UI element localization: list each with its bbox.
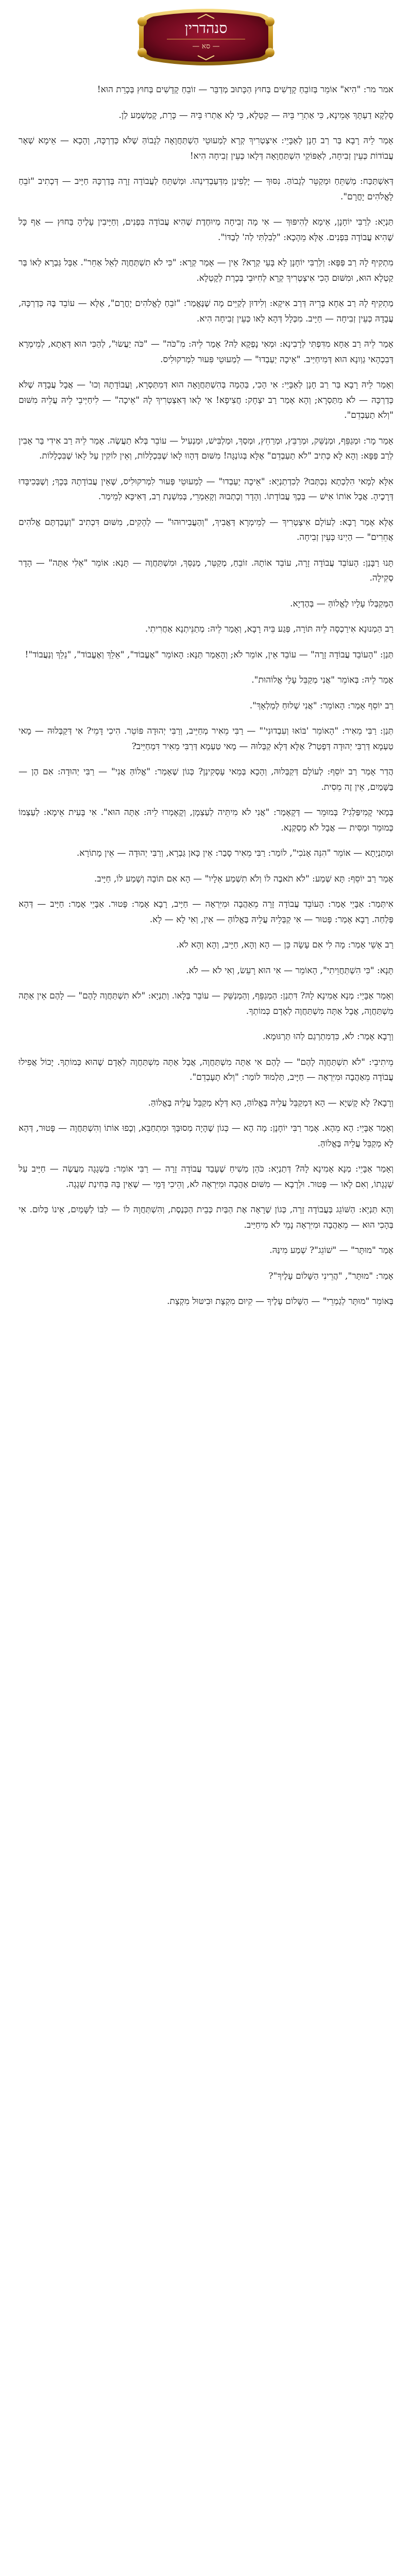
talmud-text (19, 82, 393, 1320)
text-paragraph: אָמַר לֵיהּ רָבָא בַּר רַב חָנָן לְאַבָּיֵי: אִיצְטְרִיךְ קְרָא לְמַעוּטֵי הַשְׁתַּחֲוָאָה לְגָבוֹהַּ שֶׁלֹּא כְּדַרְכָּהּ, וְהָכָא — אֵימָא שְׁאָר עֲבוֹדוֹת כְּעֵין זְבִיחָה, לְאַפּוֹקֵי הִשְׁתַּחֲוָאָה דְּלָאו כְּעֵין זְבִיחָה הִיא! (19, 135, 393, 161)
text-paragraph: אָמַר לֵיהּ רַב אַחָא מִדִּפְתִּי לְרָבִינָא: וּמְאִי נָפְקָא לַהּ? אָמַר לֵיהּ: מִ"כֹּה" — "כֹּה יַעֲשׂוּ", לְהַכִּי הוּא דְּאָתָא, לְמֵימְרָא דְּבִכְהָאי גַוְונָא הוּא דְּמִיחַיַּיב. "אֵיכָה יַעַבְדוּ" — לְמַעוּטֵי פִּעוּר לִמְרקוּלִיס. (19, 339, 393, 365)
text-paragraph: אָמַר מָר: וּמְגַפֵּף, וּמְנַשֵּׁק, וּמְרַבֵּץ, וּמְרַחֵץ, וּמְסַךְ, וּמַלְבִּישׁ, וּמַנְעִיל — עוֹבֵר בְּלֹא תַעֲשֶׂה. אָמַר לֵיהּ רַב אִידִי בַּר אָבִין לְרַב פַּפָּא: וְהָא לָא כְּתִיב "לֹא תַעַבְדֵם" אֶלָּא בְּגוֹנְגָּה! מִשּׁוּם דְּהָווּ לָאוֹ שֶׁבִּכְלָלוֹת, וְאֵין לוֹקִין עַל לָאוֹ שֶׁבִּכְלָלוֹת. (19, 435, 393, 461)
text-paragraph: מַתְקִיף לָהּ רַב אַחָא בְּרֵיהּ דְּרַב אִיקָא: וְלִידוּן לְקַיֵּים מָה שֶׁנֶּאֱמַר: "זֹבֵחַ לָאֱלֹהִים יָחֳרָם", אֶלָּא — עוֹבֵד בֶּהּ כְּדַרְכָּהּ, עֲבָדָהּ כְּעֵין זְבִיחָה — חַיָּיב. מִכְּלָל דְּהָא לָאו כְּעֵין זְבִיחָה הִיא. (19, 298, 393, 324)
text-paragraph: וְאָמַר אַבָּיֵי: הָא מֵהָא. אָמַר רַבִּי יוֹחָנָן: מָה הָא — כְּגוֹן שֶׁהָיָה מְסוּבָּךְ וּמִתְחַבֵּא, וְכָפוּ אוֹתוֹ וְהִשְׁתַּחֲוָה — פָּטוּר, דְּהָא לָא מְקַבֵּל עֲלֵיהּ בֶּאֱלוֹהַּ. (19, 1123, 393, 1149)
text-paragraph: הֲדַר אָמַר רַב יוֹסֵף: לְעוֹלָם דְּקַבְּלוּהּ, וְהָכָא בְּמֵאי עָסְקִינַן? כְּגוֹן שֶׁאָמַר: "אֱלוֹהַּ אֲנִי" — רַבִּי יְהוּדָה: אִם הֶן — בַּשָּׁמַיִם, אֵין זֶה מֵסִית. (19, 767, 393, 792)
text-paragraph: אֶלָּא אָמַר רָבָא: לְעוֹלָם אִיצְטְרִיךְ — לְמֵימְרָא דַּאֲבִיךְ, "וְהַעֲבִירוּהוּ" — לְהָקִים, מִשּׁוּם דִּכְתִיב "וְעָבַדְתֶּם אֱלֹהִים אֲחֵרִים" — הַיְינוּ כְּעֵין זְבִיחָה. (19, 517, 393, 543)
text-paragraph: אָמַר לֵיהּ: בְּאוֹמֵר "אֲנִי מְקַבֵּל עָלַי אֱלוֹהוּת". (251, 675, 393, 685)
text-paragraph: רַב אָשֵׁי אָמַר: מָה לִי אִם עָשָׂה כֵּן — הָא וְהָא, חַיָּיב, וְהָא וְהָא לֹא. (176, 940, 393, 950)
text-paragraph: מִתְקִיף לָהּ רַב פַּפָּא: וְלַרַבִּי יוֹחָנָן לָא בָּעֵי קְרָא? אֵין — אָמַר קְרָא: "כִּי לֹא תִשְׁתַּחֲוֶה לְאֵל אַחֵר". אַבָּל גַּבְרָא לְאוֹ בַּר קַטְלָא הוּא, וּמִשּׁוּם הָכִי אִיצְטְרִיךְ קְרָא לְחִיּוּבֵי בְּכָרֵת לְקָטְלָא. (19, 258, 393, 283)
text-paragraph: הַמְּקַבְּלוֹ עָלָיו לֶאֱלוֹהַּ — בְּהֶדְיָא. (290, 598, 393, 609)
text-paragraph: אמר מר: "הִיא" אוֹמֵר בְּזוֹבֵחַ קָדָשִׁים בְּחוּץ הַכָּתוּב מְדַבֵּר — זוֹבֵחַ קָדָשִׁים בְּחוּץ בְּכָרֵת הוּא! (97, 84, 393, 95)
tractate-title: סנהדרין (184, 20, 228, 37)
text-paragraph: וּמְתַנְיָתָא — אוֹמֵר "הִנֵּה אָנֹכִי", לוֹמַר: רַבִּי מֵאִיר סָבַר: אֵין כָּאן גַּבְרָא, וְרַבִּי יְהוּדָה — אֵין מָתוֹרָא. (76, 848, 393, 858)
text-paragraph: תְּנַן: "הָעוֹבֵד עֲבוֹדָה זָרָה" — עוֹבֵד אֵין, אוֹמֵר לֹא; וְהָאָמַר תַּנָּא: הָאוֹמֵר "אֶעֱבוֹד", "אֵלֵךְ וְאֶעֱבוֹד", "נֵלֵךְ וְנַעֲבוֹד"! (25, 649, 393, 660)
text-paragraph: וְאָמַר אַבָּיֵי: מְנָא אָמִינָא לָהּ? דְּתַנְיָא: כֹּהֵן מְשִׁיחַ שֶׁעָבַד עֲבוֹדָה זָרָה — רַבִּי אוֹמֵר: בִּשְׁגָגָה מַעֲשֶׂה — חַיָּיב עַל שְׁגָגָתוֹ, וְאִם לָאו — פָּטוּר. וּלְרָבָא — מִשּׁוּם אַהֲבָה וּמִיִּרְאָה לֹא, וְהֵיכִי דָּמֵי — שֶׁאֵין בָּהּ בְּחִינַת שְׁגָגָה. (19, 1164, 393, 1190)
daf-number: — סא — (192, 42, 220, 50)
text-paragraph: אָמַר רַב יוֹסֵף: תָּא שְׁמַע: "לֹא תֹאבֶה לוֹ וְלֹא תִשְׁמַע אֵלָיו" — הָא אִם תּוֹבָה וְשָׁמַע לוֹ, חַיָּיב. (94, 873, 393, 884)
text-paragraph: רַב יוֹסֵף אָמַר: הָאוֹמֵר: "אֲנִי שְׁלוּחַ לְמַלְאָךְ". (249, 700, 393, 711)
text-paragraph: תָּנָא: "כִּי הִשְׁתַּחֲוֵיתִי", הָאוֹמֵר — אִי הוּא רָעֵשׂ, וְאִי לֹא — לֹא. (186, 965, 393, 976)
text-paragraph: אִלָּא לְמָאי הִלְכְתָא נִכְתְּבוּ? לְכִדְתַנְיָא: "אֵיכָה יַעַבְדוּ" — לְמַעוּטֵי פְּעוּר לִמְרקוּלִיס, שֶׁאֵין עֲבוֹדָתָהּ בְּכָךְ; וְשֶׁבְּכִיבָּדוּ דְּרָכֶיהָ. אֲבָל אוֹתוֹ אִישׁ — בְּכָךְ עֲבוֹדָתוֹ. וְהָדָר וְכָתְבוּהּ וְקָאֵמְרֵי, בְּמִשְׁנַת רַב, דְּאִיכָּא לְמֵימַר. (19, 476, 393, 502)
text-paragraph: וְרָבָא? לָא קָשְׁיָא — הָא דִּמְקַבֵּל עֲלֵיהּ בֶּאֱלוֹהַּ, הָא דְּלָא מְקַבֵּל עֲלֵיהּ בֶּאֱלוֹהַּ. (148, 1097, 393, 1108)
text-paragraph: וְאָמַר אַבָּיֵי: מְנָא אָמִינָא לָהּ? דִּתְנַן: הַמְגַפֵּף, וְהַמְנַשֵּׁק — עוֹבֵר בְּלָאו. וְתַנְיָא: "לֹא תִשְׁתַּחֲוֶה לָהֶם" — לָהֶם אֵין אַתָּה מִשְׁתַּחֲוֶה, אֲבָל אַתָּה מִשְׁתַּחֲוֶה לְאָדָם כְּמוֹתְךָ. (18, 991, 393, 1016)
text-paragraph: תַּנְיָא: לְרַבִּי יוֹחָנָן, אֵימָא לְהִיפּוּךְ — אִי מָה זְבִיחָה מְיוּחֶדֶת שֶׁהִיא עֲבוֹדָה בִּפְנִים, וְחַיָּיבִין עָלֶיהָ בַּחוּץ — אַף כָּל שֶׁהִיא עֲבוֹדָה בִּפְנִים. אֶלָּא מֵהָכָא: "לְבִלְתִּי לַה' לְבַדּוֹ". (19, 217, 393, 243)
text-paragraph: אָמַר "מוּתָּר" — "שׁוֹגֵג"? שְׁמַע מִינַּהּ. (269, 1245, 393, 1256)
text-paragraph: רַב הַמְנוּנָא אִירַכְסָה לֵיהּ תּוֹרָה, פְּגַע בֵּיהּ רָבָא, וְאָמַר לֵיהּ: מְתַנֵּיתְנָא אַחֲרִיתִי. (145, 624, 393, 634)
text-paragraph: בְּמָאי קָמִיפַּלְגִי? בְּמוּמֵר — דְּקָאָמַר: "אֲנִי לֹא מִיתֵּיה לְעַצְמָן, וְקָאָמְרוּ לֵיהּ: אַתָּה הוּא". אִי בָּעִית אֵימָא: לְעַצְמוֹ כְּמוּמֵר וּמַסִּית — אֲבָל לֹא מָסְקְנָא. (19, 807, 393, 833)
text-paragraph: אָמַר: "מוּתָּר", "הֲרֵינִי הַשָּׁלוֹם עָלֶיךָ"? (268, 1270, 393, 1281)
text-paragraph: וְרָבָא אָמַר: לֹא, כִּדְמִתְרְגַם לְהוּ תַּרְגּוּמָא. (263, 1031, 393, 1042)
text-paragraph: וְאָמַר לֵיהּ רָבָא בַּר רַב חָנָן לְאַבָּיֵי: אִי הָכִי, בַּהֶמָה בְּהִשְׁתַּחֲוָאָה הוּא דְּמִתַּסְרָא, וַעֲבוֹדָתָהּ וְכוּ' — אֲבָל עֲבָדָהּ שֶׁלֹּא כְּדַרְכָּהּ — לֹא מִתַּסְרָא; וְהָא אָמַר רַב יִצְחָק: חֲצִיפָא! אִי לָאו דְּאִצְטְרִיךְ לָהּ "אֵיכָה" — לִיחַיְּיבֵי לֵיהּ עֲלֵיהּ מִשּׁוּם "וְלֹא תַעַבְדֵם". (19, 380, 393, 420)
text-paragraph: תְּנַן: רַבִּי מֵאִיר: "הָאוֹמֵר 'בּוֹאוּ וְעִבְדוּנִי'" — רַבִּי מֵאִיר מְחַיֵּיב, וְרַבִּי יְהוּדָה פּוֹטֵר. הִיכִי דָּמֵי? אִי דְּקַבְּלוּהּ — מָאי טַעְמָא דְּרַבִּי יְהוּדָה דְּפָטַר? אֶלָּא דְּלָא קַבְּלוּהּ — מָאי טַעְמָא דְּרַבִּי מֵאִיר דִּמְחַיֵּיב? (19, 726, 393, 752)
text-paragraph: אִיתְּמַר: אַבָּיֵי אָמַר: הָעוֹבֵד עֲבוֹדָה זָרָה מֵאַהֲבָה וּמִיִּרְאָה — חַיָּיב, רָבָא אָמַר: פָּטוּר. אַבָּיֵי אָמַר: חַיָּיב — דְּהָא פְּלַחַה. רָבָא אָמַר: פָּטוּר — אִי קַבְּלֵיהּ עֲלֵיהּ בֶּאֱלוֹהַּ — אִין, וְאִי לָא — לָא. (19, 899, 393, 925)
scroll-banner-icon (136, 6, 276, 68)
text-paragraph: דְּאִשְׁתַּכַּח: מְשַׁתֵּחַ וּמְקַטֵּר לְגָבוֹהַּ. נִסּוּךְ — יָלְפִינַן מִדְּעַבְדִינְהוּ. וּמְשַׁתֵּחַ לְעֲבוֹדָה זָרָה בְּדַרְכָּהּ חַיָּיב — דְּכְתִיב "זֹבֵחַ לָאֱלֹהִים יָחֳרָם". (19, 176, 393, 202)
text-paragraph: בְּאוֹמֵר "מוּתָּר לְגַמְרֵי" — הַשָּׁלוֹם עָלֶיךָ — קִיוּם מִקְצָת וּבִיטּוּל מִקְצָת. (167, 1296, 393, 1307)
text-paragraph: תָּנוּ רַבָּנַן: הָעוֹבֵד עֲבוֹדָה זָרָה, עוֹבֵד אוֹתָהּ. זוֹבֵחַ, מְקַטֵּר, מְנַסֵּךְ, וּמִשְׁתַּחֲוֶה — תָּנָא: אוֹמֵר "אֵלִי אַתָּה" — הָדָר סְקִילָה. (19, 557, 393, 583)
daf-banner (136, 6, 276, 68)
text-paragraph: מֵיתִיבֵי: "לֹא תִשְׁתַּחֲוֶה לָהֶם" — לָהֶם אִי אַתָּה מִשְׁתַּחֲוֶה, אֲבָל אַתָּה מִשְׁתַּחֲוֶה לְאָדָם שֶׁהוּא כְּמוֹתְךָ. יָכוֹל אֲפִילוּ עֲבוֹדָה מֵאַהֲבָה וּמִיִּרְאָה — חַיָּיב, תַּלְמוּד לוֹמַר: "וְלֹא תָעָבְדֵם". (19, 1057, 393, 1082)
text-paragraph: וְהָא תַּנְיָא: הַשּׁוֹגֵג בְּעֲבוֹדָה זָרָה, כְּגוֹן שֶׁרָאָה אֶת הַבַּיִת כְּבֵית הַכְּנֶסֶת, וְהִשְׁתַּחֲוָה לוֹ — לִבּוֹ לַשָּׁמַיִם, אֵינוֹ כְּלוּם. אִי בְּהָכִי הוּא — מֵאַהֲבָה וּמִיִּרְאָה נָמֵי לֹא מִיחַיַּיב. (19, 1205, 393, 1230)
text-paragraph: סָלְקָא דַעְתָּךְ אָמֵינָא, כִּי אַתְרֵי בֵּיהּ — קַטְלָא, כִּי לָא אַתְרוּ בֵּיהּ — כָּרֵת, קָמַשְׁמַע לַן. (118, 110, 393, 121)
